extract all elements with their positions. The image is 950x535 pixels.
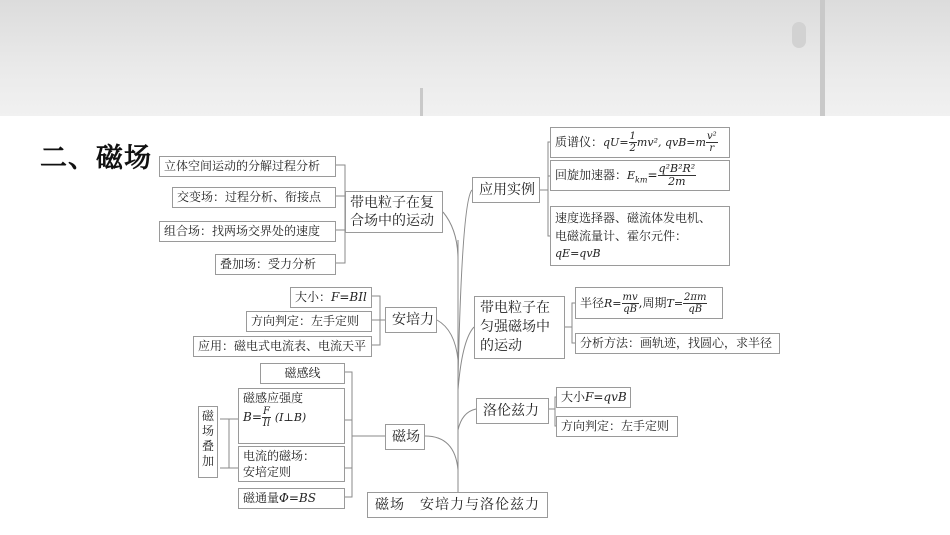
uniform-period-label: ,周期 [638,296,667,310]
ampere-application: 应用：磁电式电流表、电流天平 [193,336,372,357]
center-topic: 磁场 安培力与洛伦兹力 [367,492,548,518]
lorentz-direction: 方向判定：左手定则 [556,416,678,437]
hub-uniform-field-motion [474,296,565,359]
field-strength-fraction [262,406,271,429]
hub-uniform-line3: 的运动 [480,338,522,354]
field-strength-label: 磁感应强度 [243,391,304,405]
ampere-magnitude-label: 大小： [295,290,332,304]
uniform-radius-frac [622,292,639,315]
cyclotron-label: 回旋加速器： [555,168,628,182]
field-flux [238,488,345,509]
field-strength-cond: (I⊥B) [274,411,307,424]
lorentz-magnitude-label: 大小 [561,390,586,404]
compound-item-3d-motion: 立体空间运动的分解过程分析 [159,156,336,177]
field-lines: 磁感线 [260,363,345,384]
compound-item-alternating: 交变场：过程分析、衔接点 [172,187,336,208]
app-other-formula: qE=qvB [555,247,601,260]
ampere-magnitude [290,287,372,308]
hub-compound-line1: 带电粒子在复 [350,195,434,211]
page-title: 二、磁场 [40,143,152,174]
field-strength [238,388,345,444]
mass-spec-half [629,131,637,154]
cyclotron-frac [658,163,697,188]
uniform-period-lhs: T= [666,297,684,310]
uniform-radius-den: qB [623,304,637,315]
mass-spec-frac-d: r [709,143,715,154]
uniform-method: 分析方法：画轨迹，找圆心，求半径 [575,333,780,354]
mass-spec-frac-n: v² [706,131,717,142]
field-current [238,446,345,482]
cyclotron-num: q²B²R² [658,162,696,175]
hub-uniform-line2: 匀强磁场中 [480,319,550,335]
uniform-radius-num: mv [622,292,638,303]
field-strength-num: F [262,406,270,417]
mass-spec-frac [706,131,718,154]
uniform-radius-lhs: R= [604,297,622,310]
field-superposition-char3: 叠 [201,439,214,453]
ampere-magnitude-formula: F=BIl [331,290,367,304]
cyclotron-sub: km [635,175,648,185]
uniform-period-frac [683,292,707,315]
app-cyclotron [550,160,730,191]
hub-magnetic-field: 磁场 [385,424,425,450]
hub-compound-line2: 合场中的运动 [350,213,434,229]
field-current-line2: 安培定则 [243,465,292,479]
hub-applications: 应用实例 [472,177,540,203]
field-flux-label: 磁通量 [243,491,280,505]
app-other-line1: 速度选择器、磁流体发电机、 [555,211,712,225]
field-superposition-char4: 加 [201,454,214,468]
field-superposition [198,406,218,478]
hub-charged-particle-compound-field [345,191,443,233]
app-other-devices [550,206,730,266]
mass-spec-b: mv², qvB=m [636,136,706,149]
app-mass-spectrometer [550,127,730,158]
hub-uniform-line1: 带电粒子在 [480,300,550,316]
field-current-line1: 电流的磁场： [243,449,316,463]
field-strength-lhs: B= [243,410,262,424]
uniform-period-den: qB [688,304,703,315]
cyclotron-eq: = [647,168,658,182]
field-superposition-char1: 磁 [201,409,214,423]
cyclotron-den: 2m [668,175,686,188]
cyclotron-lhs: E [627,169,636,182]
mass-spec-a: qU= [603,136,629,149]
ampere-direction: 方向判定：左手定则 [246,311,372,332]
mass-spec-half-n: 1 [629,131,636,142]
lorentz-magnitude [556,387,631,408]
field-flux-formula: Φ=BS [279,491,316,505]
hub-lorentz-force: 洛伦兹力 [476,398,549,424]
compound-item-combined: 组合场：找两场交界处的速度 [159,221,336,242]
mass-spec-half-d: 2 [629,143,636,154]
lorentz-magnitude-formula: F=qvB [585,390,627,404]
uniform-period-num: 2πm [684,292,707,303]
uniform-radius-label: 半径 [580,296,605,310]
hub-ampere-force: 安培力 [385,307,437,333]
compound-item-superposed: 叠加场：受力分析 [215,254,336,275]
app-other-line2: 电磁流量计、霍尔元件： [555,229,688,243]
field-strength-den: Il [262,418,271,429]
uniform-radius-period [575,287,723,319]
mass-spec-label: 质谱仪： [555,135,604,149]
field-superposition-char2: 场 [201,424,214,438]
